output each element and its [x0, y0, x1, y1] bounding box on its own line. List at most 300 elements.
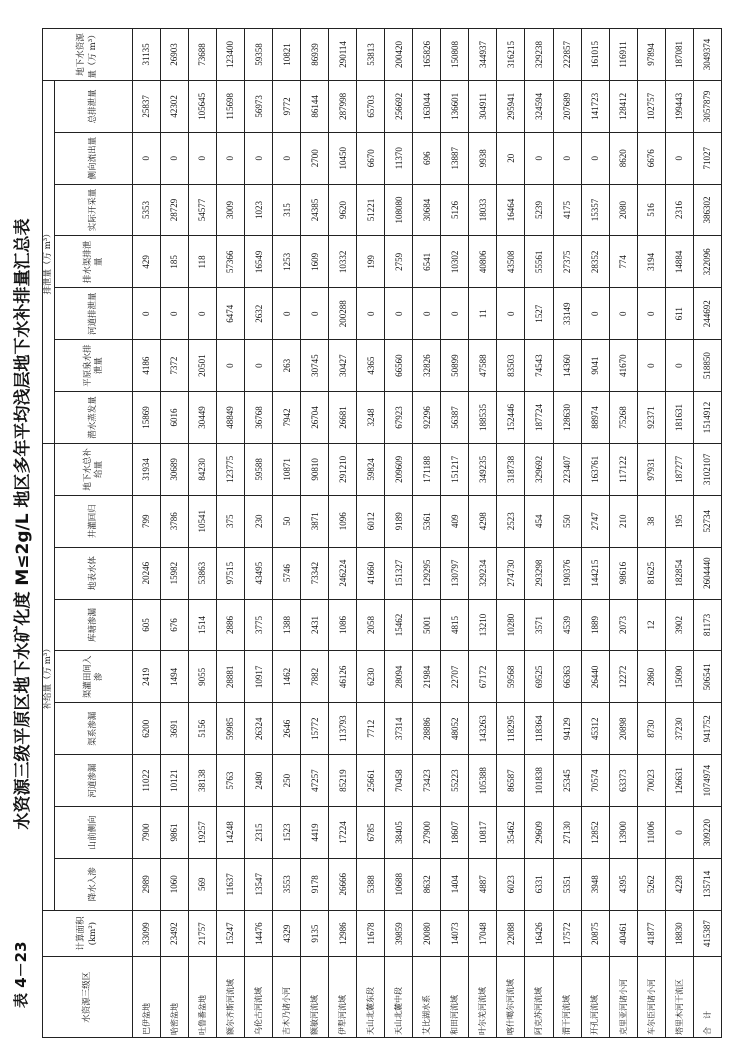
table-cell: 4186: [133, 340, 161, 392]
table-cell: 223407: [553, 443, 581, 495]
table-cell: 550: [553, 495, 581, 547]
table-cell: 11678: [357, 910, 385, 957]
table-cell: 9055: [189, 651, 217, 703]
table-row: [245, 29, 273, 1038]
table-cell: 28094: [385, 651, 413, 703]
header-discharge-col: 实际开采量: [55, 184, 133, 236]
table-cell: 11022: [133, 755, 161, 807]
table-cell: 429: [133, 236, 161, 288]
table-cell: 129295: [413, 547, 441, 599]
table-cell: 4329: [273, 910, 301, 957]
table-cell: 38: [637, 495, 665, 547]
zone-name: 开孔河流域: [581, 957, 609, 1038]
table-cell: 20875: [581, 910, 609, 957]
table-cell: 309220: [693, 807, 721, 859]
table-cell: 48849: [217, 392, 245, 444]
zone-name: 克里亚河诸小河: [609, 957, 637, 1038]
table-cell: 9178: [301, 858, 329, 910]
header-discharge-col: 潜水蒸发量: [55, 392, 133, 444]
header-recharge-col: 渠灌田间入渗: [55, 651, 133, 703]
table-cell: 15247: [217, 910, 245, 957]
table-cell: 6023: [497, 858, 525, 910]
table-cell: 2632: [245, 288, 273, 340]
table-cell: 349235: [469, 443, 497, 495]
table-cell: 304911: [469, 80, 497, 132]
table-cell: 293298: [525, 547, 553, 599]
table-cell: 415387: [693, 910, 721, 957]
table-cell: 5001: [413, 599, 441, 651]
table-cell: 118364: [525, 703, 553, 755]
table-cell: 67172: [469, 651, 497, 703]
table-cell: 50899: [441, 340, 469, 392]
table-cell: 187277: [665, 443, 693, 495]
table-cell: 3948: [581, 858, 609, 910]
table-cell: 4298: [469, 495, 497, 547]
zone-name: 吐鲁番盆地: [189, 957, 217, 1038]
table-cell: 516: [637, 184, 665, 236]
table-cell: 263: [273, 340, 301, 392]
table-cell: 97931: [637, 443, 665, 495]
table-cell: 151217: [441, 443, 469, 495]
table-cell: 185: [161, 236, 189, 288]
table-cell: 53813: [357, 29, 385, 81]
table-cell: 27375: [553, 236, 581, 288]
table-cell: 611: [665, 288, 693, 340]
table-cell: 287998: [329, 80, 357, 132]
table-cell: 43495: [245, 547, 273, 599]
table-cell: 97515: [217, 547, 245, 599]
table-cell: 6230: [357, 651, 385, 703]
table-cell: 66363: [553, 651, 581, 703]
table-cell: 59985: [217, 703, 245, 755]
table-cell: 86144: [301, 80, 329, 132]
table-cell: 28352: [581, 236, 609, 288]
table-cell: 45312: [581, 703, 609, 755]
table-cell: 9772: [273, 80, 301, 132]
table-row: [469, 29, 497, 1038]
table-cell: 41670: [609, 340, 637, 392]
table-cell: 2080: [609, 184, 637, 236]
table-cell: 128412: [609, 80, 637, 132]
table-cell: 8620: [609, 132, 637, 184]
table-cell: 290114: [329, 29, 357, 81]
table-cell: 41877: [637, 910, 665, 957]
table-cell: 47588: [469, 340, 497, 392]
table-cell: 2989: [133, 858, 161, 910]
table-cell: 518850: [693, 340, 721, 392]
table-cell: 1609: [301, 236, 329, 288]
table-cell: 27900: [413, 807, 441, 859]
table-cell: 207689: [553, 80, 581, 132]
table-cell: 0: [497, 288, 525, 340]
table-cell: 2315: [245, 807, 273, 859]
table-cell: 222857: [553, 29, 581, 81]
table-cell: 25661: [357, 755, 385, 807]
table-cell: 1523: [273, 807, 301, 859]
table-cell: 152446: [497, 392, 525, 444]
table-cell: 2480: [245, 755, 273, 807]
table-cell: 5351: [553, 858, 581, 910]
table-cell: 26903: [161, 29, 189, 81]
header-recharge-group: 补给量（万 m³）: [43, 443, 55, 910]
table-cell: 10821: [273, 29, 301, 81]
table-cell: 0: [301, 288, 329, 340]
table-cell: 8632: [413, 858, 441, 910]
table-cell: 256692: [385, 80, 413, 132]
table-cell: 3871: [301, 495, 329, 547]
table-cell: 209609: [385, 443, 413, 495]
table-cell: 774: [609, 236, 637, 288]
table-cell: 52734: [693, 495, 721, 547]
table-cell: 190376: [553, 547, 581, 599]
table-cell: 9041: [581, 340, 609, 392]
table-cell: 41660: [357, 547, 385, 599]
table-cell: 30745: [301, 340, 329, 392]
table-cell: 30427: [329, 340, 357, 392]
table-cell: 55561: [525, 236, 553, 288]
zone-name: 渭干河流域: [553, 957, 581, 1038]
table-cell: 10280: [497, 599, 525, 651]
table-cell: 108080: [385, 184, 413, 236]
table-cell: 5156: [189, 703, 217, 755]
table-cell: 14476: [245, 910, 273, 957]
total-label: 合 计: [693, 957, 721, 1038]
table-cell: 83503: [497, 340, 525, 392]
table-cell: 88974: [581, 392, 609, 444]
header-recharge-col: 地下水总补给量: [55, 443, 133, 495]
table-cell: 1253: [273, 236, 301, 288]
table-row: [441, 29, 469, 1038]
header-discharge-col: 侧向流出量: [55, 132, 133, 184]
table-cell: 0: [581, 288, 609, 340]
table-cell: 324594: [525, 80, 553, 132]
table-cell: 5239: [525, 184, 553, 236]
table-cell: 29609: [525, 807, 553, 859]
table-cell: 0: [385, 288, 413, 340]
table-row: [581, 29, 609, 1038]
table-cell: 81173: [693, 599, 721, 651]
table-cell: 15357: [581, 184, 609, 236]
table-cell: 25837: [133, 80, 161, 132]
table-cell: 1889: [581, 599, 609, 651]
table-cell: 11006: [637, 807, 665, 859]
table-cell: 143263: [469, 703, 497, 755]
zone-name: 乌伦古河流域: [245, 957, 273, 1038]
table-cell: 71027: [693, 132, 721, 184]
table-cell: 98616: [609, 547, 637, 599]
table-cell: 40461: [609, 910, 637, 957]
table-cell: 97894: [637, 29, 665, 81]
table-cell: 24385: [301, 184, 329, 236]
table-cell: 1060: [161, 858, 189, 910]
table-cell: 56387: [441, 392, 469, 444]
table-cell: 13900: [609, 807, 637, 859]
table-cell: 10541: [189, 495, 217, 547]
table-cell: 386302: [693, 184, 721, 236]
table-cell: 130797: [441, 547, 469, 599]
table-cell: 10817: [469, 807, 497, 859]
table-cell: 329238: [525, 29, 553, 81]
table-cell: 5262: [637, 858, 665, 910]
table-cell: 3057879: [693, 80, 721, 132]
table-cell: 3102107: [693, 443, 721, 495]
table-cell: 14248: [217, 807, 245, 859]
table-label: 表 4－23: [12, 941, 30, 1008]
table-cell: 11370: [385, 132, 413, 184]
table-cell: 1388: [273, 599, 301, 651]
table-cell: 2316: [665, 184, 693, 236]
table-cell: 128630: [553, 392, 581, 444]
table-cell: 9861: [161, 807, 189, 859]
table-cell: 16464: [497, 184, 525, 236]
table-cell: 37314: [385, 703, 413, 755]
table-cell: 33099: [133, 910, 161, 957]
table-cell: 0: [245, 132, 273, 184]
table-row: [217, 29, 245, 1038]
table-cell: 14360: [553, 340, 581, 392]
table-cell: 0: [441, 288, 469, 340]
header-discharge-group: 排泄量（万 m³）: [43, 80, 55, 443]
table-cell: 0: [273, 288, 301, 340]
table-cell: 15869: [133, 392, 161, 444]
table-cell: 66560: [385, 340, 413, 392]
table-cell: 26704: [301, 392, 329, 444]
table-cell: 4175: [553, 184, 581, 236]
table-row: [357, 29, 385, 1038]
table-cell: 12986: [329, 910, 357, 957]
table-cell: 0: [245, 340, 273, 392]
table-cell: 2759: [385, 236, 413, 288]
zone-name: 吉木乃诸小河: [273, 957, 301, 1038]
table-cell: 47257: [301, 755, 329, 807]
table-cell: 2700: [301, 132, 329, 184]
table-cell: 1514: [189, 599, 217, 651]
table-cell: 20898: [609, 703, 637, 755]
table-cell: 6785: [357, 807, 385, 859]
table-cell: 67923: [385, 392, 413, 444]
table-row: [413, 29, 441, 1038]
table-cell: 4419: [301, 807, 329, 859]
table-cell: 10871: [273, 443, 301, 495]
table-cell: 30449: [189, 392, 217, 444]
table-cell: 18607: [441, 807, 469, 859]
table-cell: 123775: [217, 443, 245, 495]
table-cell: 4539: [553, 599, 581, 651]
table-cell: 0: [161, 132, 189, 184]
table-cell: 5353: [133, 184, 161, 236]
table-cell: 73342: [301, 547, 329, 599]
table-cell: 37230: [665, 703, 693, 755]
table-row: [665, 29, 693, 1038]
table-cell: 81625: [637, 547, 665, 599]
table-cell: 48052: [441, 703, 469, 755]
table-cell: 30689: [161, 443, 189, 495]
table-cell: 0: [133, 288, 161, 340]
zone-name: 天山北麓东段: [357, 957, 385, 1038]
table-cell: 0: [189, 132, 217, 184]
header-discharge-col: 河道排泄量: [55, 288, 133, 340]
table-cell: 14073: [441, 910, 469, 957]
table-cell: 13887: [441, 132, 469, 184]
table-cell: 84230: [189, 443, 217, 495]
table-cell: 16549: [245, 236, 273, 288]
table-cell: 3571: [525, 599, 553, 651]
table-cell: 17224: [329, 807, 357, 859]
table-cell: 57366: [217, 236, 245, 288]
table-cell: 1074974: [693, 755, 721, 807]
table-cell: 92296: [413, 392, 441, 444]
table-row: [553, 29, 581, 1038]
table-cell: 11: [469, 288, 497, 340]
table-cell: 2523: [497, 495, 525, 547]
table-cell: 199: [357, 236, 385, 288]
table-cell: 344937: [469, 29, 497, 81]
total-row: [693, 29, 721, 1038]
table-cell: 1462: [273, 651, 301, 703]
table-cell: 9189: [385, 495, 413, 547]
table-cell: 6200: [133, 703, 161, 755]
table-cell: 10121: [161, 755, 189, 807]
zone-name: 喀什噶尔河流域: [497, 957, 525, 1038]
table-cell: 2860: [637, 651, 665, 703]
table-cell: 200288: [329, 288, 357, 340]
table-cell: 2886: [217, 599, 245, 651]
table-cell: 151327: [385, 547, 413, 599]
table-cell: 28886: [413, 703, 441, 755]
table-cell: 115698: [217, 80, 245, 132]
table-row: [525, 29, 553, 1038]
table-cell: 799: [133, 495, 161, 547]
table-cell: 506541: [693, 651, 721, 703]
table-cell: 181631: [665, 392, 693, 444]
table-cell: 46126: [329, 651, 357, 703]
table-cell: 5763: [217, 755, 245, 807]
table-cell: 21984: [413, 651, 441, 703]
zone-name: 天山北麓中段: [385, 957, 413, 1038]
table-cell: 1096: [329, 495, 357, 547]
table-cell: 244692: [693, 288, 721, 340]
table-cell: 7372: [161, 340, 189, 392]
table-cell: 569: [189, 858, 217, 910]
header-recharge-col: 地表水体: [55, 547, 133, 599]
table-cell: 70458: [385, 755, 413, 807]
table-row: [609, 29, 637, 1038]
table-cell: 5361: [413, 495, 441, 547]
table-cell: 136601: [441, 80, 469, 132]
table-cell: 70023: [637, 755, 665, 807]
table-cell: 0: [581, 132, 609, 184]
table-cell: 6676: [637, 132, 665, 184]
table-cell: 12272: [609, 651, 637, 703]
table-cell: 50: [273, 495, 301, 547]
table-cell: 39859: [385, 910, 413, 957]
table-cell: 0: [189, 288, 217, 340]
header-recharge-col: 井灌回归: [55, 495, 133, 547]
header-recharge-col: 山前侧向: [55, 807, 133, 859]
table-cell: 20501: [189, 340, 217, 392]
table-cell: 0: [133, 132, 161, 184]
table-cell: 27130: [553, 807, 581, 859]
header-total-resource: 地下水资源量（万 m³）: [43, 29, 133, 81]
table-cell: 7712: [357, 703, 385, 755]
table-cell: 75268: [609, 392, 637, 444]
table-cell: 4365: [357, 340, 385, 392]
zone-name: 阿克苏河流域: [525, 957, 553, 1038]
header-discharge-col: 平原泉水排泄量: [55, 340, 133, 392]
table-cell: 182854: [665, 547, 693, 599]
table-cell: 0: [637, 340, 665, 392]
table-cell: 19257: [189, 807, 217, 859]
header-discharge-col: 排水渠排泄量: [55, 236, 133, 288]
table-cell: 30684: [413, 184, 441, 236]
table-cell: 38405: [385, 807, 413, 859]
table-cell: 3009: [217, 184, 245, 236]
table-cell: 59358: [245, 29, 273, 81]
table-row: [161, 29, 189, 1038]
table-cell: 322096: [693, 236, 721, 288]
table-cell: 187724: [525, 392, 553, 444]
table-cell: 6474: [217, 288, 245, 340]
table-cell: 409: [441, 495, 469, 547]
table-cell: 13210: [469, 599, 497, 651]
table-cell: 0: [553, 132, 581, 184]
table-cell: 2431: [301, 599, 329, 651]
table-row: [637, 29, 665, 1038]
table-cell: 101838: [525, 755, 553, 807]
table-cell: 117122: [609, 443, 637, 495]
table-cell: 188535: [469, 392, 497, 444]
table-cell: 3902: [665, 599, 693, 651]
zone-name: 额敏河流域: [301, 957, 329, 1038]
table-cell: 38138: [189, 755, 217, 807]
table-row: [329, 29, 357, 1038]
table-cell: 74543: [525, 340, 553, 392]
table-cell: 4228: [665, 858, 693, 910]
table-cell: 90810: [301, 443, 329, 495]
table-cell: 26666: [329, 858, 357, 910]
table-cell: 0: [357, 288, 385, 340]
table-cell: 941752: [693, 703, 721, 755]
header-area: 计算面积(km²): [43, 910, 133, 957]
table-cell: 375: [217, 495, 245, 547]
table-cell: 295941: [497, 80, 525, 132]
table-row: [301, 29, 329, 1038]
table-cell: 0: [665, 340, 693, 392]
table-cell: 454: [525, 495, 553, 547]
table-cell: 141723: [581, 80, 609, 132]
zone-name: 巴伊盆地: [133, 957, 161, 1038]
table-body: [133, 29, 722, 1038]
zone-name: 艾比湖水系: [413, 957, 441, 1038]
table-cell: 171188: [413, 443, 441, 495]
table-cell: 187081: [665, 29, 693, 81]
zone-name: 伊犁河流域: [329, 957, 357, 1038]
table-cell: 7900: [133, 807, 161, 859]
table-cell: 5388: [357, 858, 385, 910]
table-cell: 150808: [441, 29, 469, 81]
table-cell: 0: [217, 132, 245, 184]
table-cell: 86939: [301, 29, 329, 81]
table-cell: 31934: [133, 443, 161, 495]
table-cell: 59568: [497, 651, 525, 703]
table-cell: 163761: [581, 443, 609, 495]
table-cell: 23492: [161, 910, 189, 957]
table-cell: 5126: [441, 184, 469, 236]
table-cell: 3553: [273, 858, 301, 910]
table-cell: 22088: [497, 910, 525, 957]
table-cell: 17572: [553, 910, 581, 957]
table-cell: 246224: [329, 547, 357, 599]
